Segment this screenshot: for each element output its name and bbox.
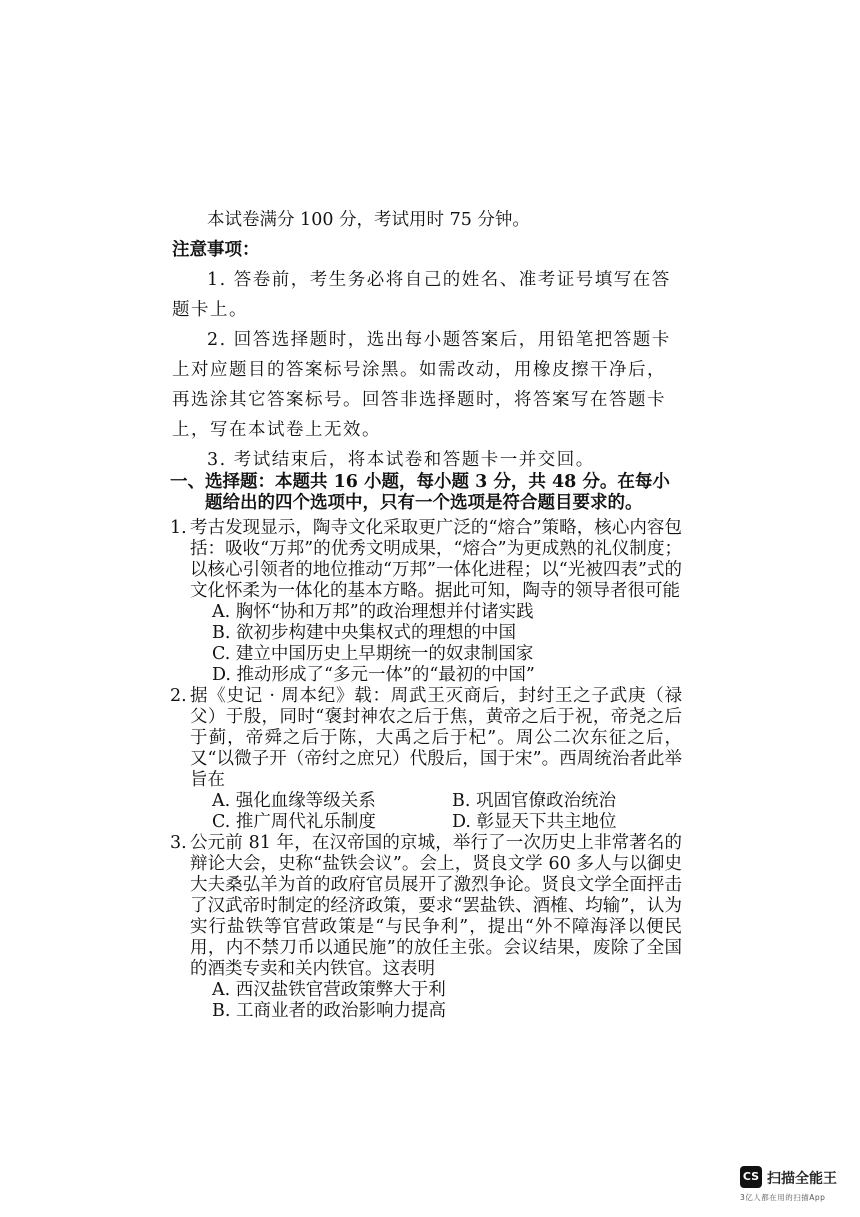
section-heading [170,472,682,514]
option-d: D. 彰显天下共主地位 [452,812,617,832]
notice-heading: 注意事项： [172,240,260,260]
option-b: B. 巩固官僚政治统治 [452,791,616,811]
question-stem: 考古发现显示，陶寺文化采取更广泛的“熔合”策略，核心内容包括：吸收“万邦”的优秀文明成果，“熔合”为更成熟的礼仪制度；以核心引领者的地位推动“万邦”一体化进程；以“光被四表”式的文化怀柔为一体化的基本方略。据此可知，陶寺的领导者很可能 [190,518,682,601]
notice-item: 2. 回答选择题时，选出每小题答案后，用铅笔把答题卡上对应题目的答案标号涂黑。如需改动，用橡皮擦干净后，再选涂其它答案标号。回答非选择题时，将答案写在答题卡上，写在本试卷上无效。 [172,330,671,440]
option-c: C. 建立中国历史上早期统一的奴隶制国家 [212,644,534,664]
option-a: A. 胸怀“协和万邦”的政治理想并付诸实践 [212,602,534,622]
question-2 [170,686,682,791]
section-number: 一、 [170,472,205,492]
scanner-watermark [740,1166,850,1206]
question-3 [170,833,682,980]
option-row [212,812,682,833]
question-number: 3. [170,833,187,853]
exam-instructions [172,205,682,475]
notice-item: 1. 答卷前，考生务必将自己的姓名、准考证号填写在答题卡上。 [172,270,671,320]
question-number: 1. [170,518,187,538]
score-line: 本试卷满分 100 分，考试用时 75 分钟。 [207,210,530,230]
option-c: C. 推广周代礼乐制度 [212,812,376,832]
section-heading-text: 选择题：本题共 16 小题，每小题 3 分，共 48 分。在每小题给出的四个选项中，只有一个选项是符合题目要求的。 [205,472,670,513]
watermark-tagline: 3亿人都在用的扫描App [740,1193,826,1202]
question-stem: 公元前 81 年，在汉帝国的京城，举行了一次历史上非常著名的辩论大会，史称“盐铁会议”。会上，贤良文学 60 多人与以御史大夫桑弘羊为首的政府官员展开了激烈争论。贤良文学全面抨击了汉武帝时制定的经济政策，要求“罢盐铁、酒榷、均输”，认为实行盐铁等官营政策是“与民争利”，提出“外不障海泽以便民用，内不禁刀币以通民施”的放任主张。会议结果，废除了全国的酒类专卖和关内铁官。这表明 [190,833,682,979]
question-3-options [170,980,682,1022]
section-one [170,472,682,1022]
question-2-options [170,791,682,833]
option-a: A. 西汉盐铁官营政策弊大于利 [212,980,446,1000]
option-row [212,791,682,812]
question-1-options [170,602,682,686]
camscanner-logo-icon: CS [740,1166,762,1188]
option-b: B. 工商业者的政治影响力提高 [212,1001,446,1021]
option-a: A. 强化血缘等级关系 [212,791,376,811]
option-b: B. 欲初步构建中央集权式的理想的中国 [212,623,516,643]
notice-item: 3. 考试结束后，将本试卷和答题卡一并交回。 [207,450,595,470]
watermark-name: 扫描全能王 [767,1171,837,1187]
option-d: D. 推动形成了“多元一体”的“最初的中国” [212,665,535,685]
question-stem: 据《史记 · 周本纪》载：周武王灭商后，封纣王之子武庚（禄父）于殷，同时“褒封神农之后于焦，黄帝之后于祝，帝尧之后于蓟，帝舜之后于陈，大禹之后于杞”。周公二次东征之后，又“以微子开（帝纣之庶兄）代殷后，国于宋”。西周统治者此举旨在 [190,686,682,790]
question-number: 2. [170,686,187,706]
question-1 [170,518,682,602]
